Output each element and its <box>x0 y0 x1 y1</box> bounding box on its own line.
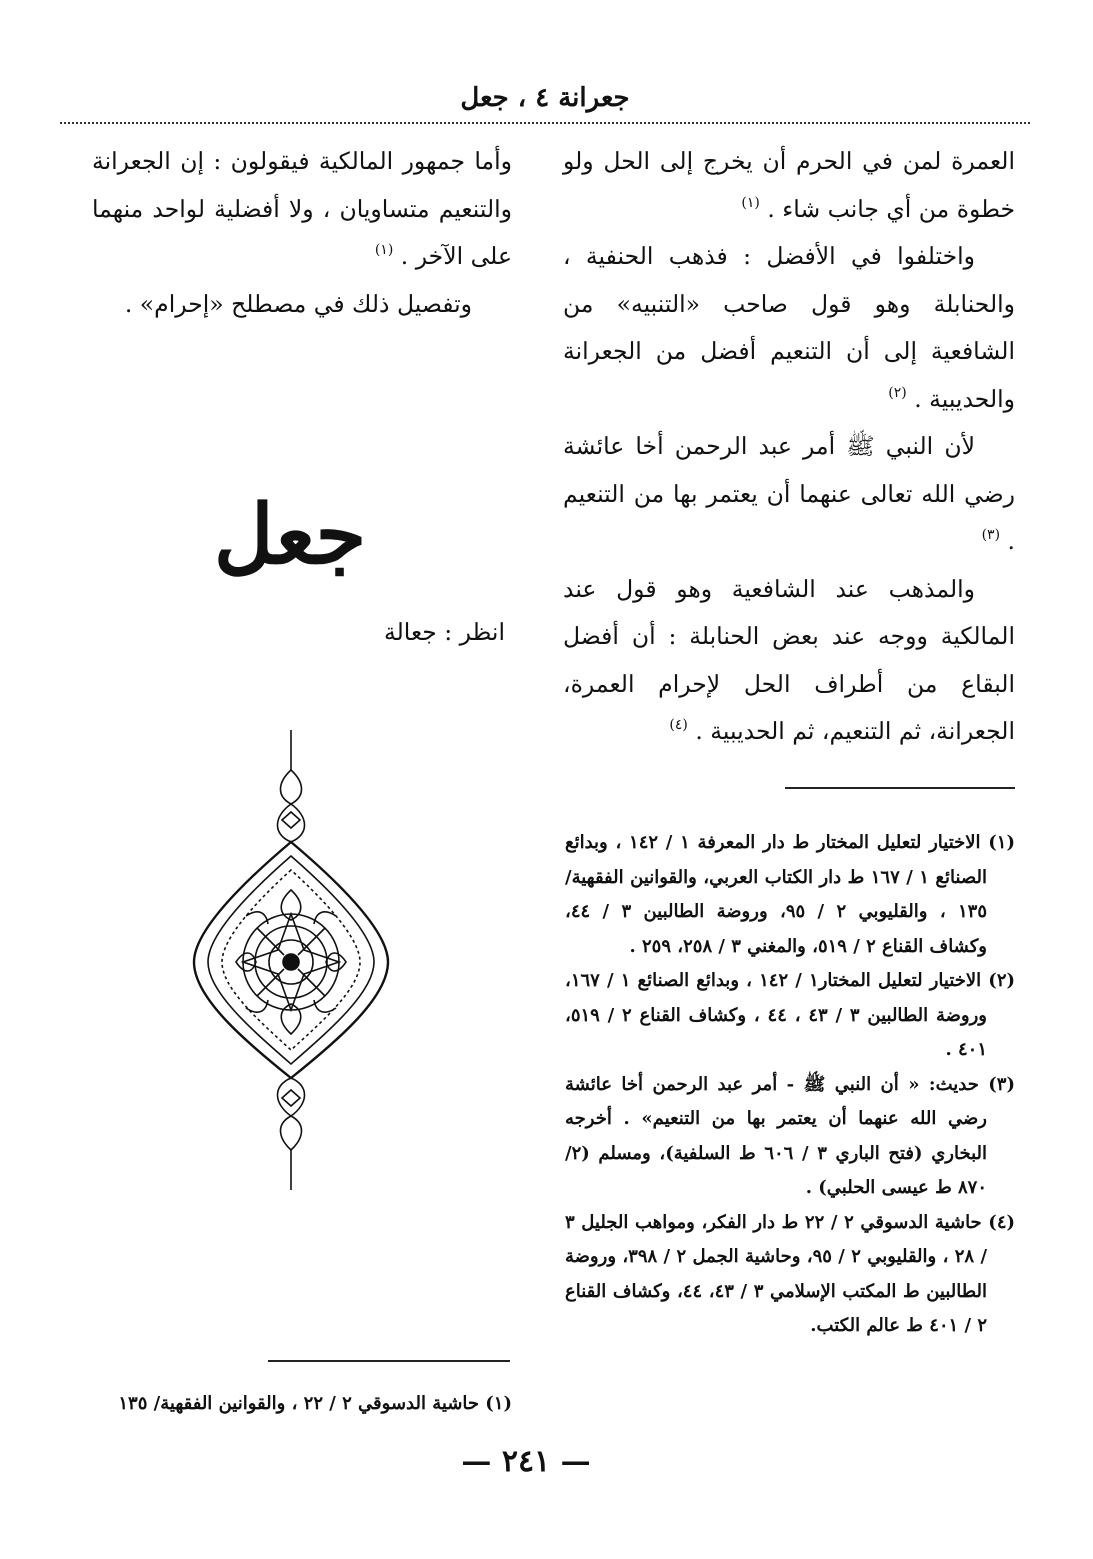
left-column <box>92 138 512 328</box>
paragraph <box>563 566 1015 756</box>
footnote-separator <box>268 1360 510 1362</box>
page-number: — ٢٤١ — <box>461 1444 591 1479</box>
right-column <box>563 138 1015 756</box>
paragraph-text: واختلفوا في الأفضل : فذهب الحنفية ، والحنابلة وهو قول صاحب «التنبيه» من الشافعية إلى أن التنعيم أفضل من الجعرانة والحديبية . <box>563 242 1015 413</box>
entry-title: جعل <box>213 487 367 583</box>
page-header <box>60 78 1030 124</box>
footnote-ref: (٤) <box>669 717 688 733</box>
paragraph: وتفصيل ذلك في مصطلح «إحرام» . <box>124 289 472 318</box>
footnote-ref: (١) <box>741 194 760 211</box>
footnote: (١) حاشية الدسوقي ٢ / ٢٢ ، والقوانين الفقهية/ ١٣٥ <box>118 1393 512 1414</box>
paragraph <box>563 138 1015 233</box>
footnote: (٢) الاختيار لتعليل المختار١ / ١٤٢ ، وبدائع الصنائع ١ / ١٦٧، وروضة الطالبين ٣ / ٤٣ ، ٤٤ ، وكشاف القناع ٢ / ٥١٩، ٤٠١ . <box>565 970 1016 1060</box>
paragraph-text: العمرة لمن في الحرم أن يخرج إلى الحل ولو خطوة من أي جانب شاء . <box>563 147 1015 223</box>
footnotes-right <box>565 826 1015 1344</box>
footnote-ref: (٣) <box>981 527 1001 543</box>
paragraph-text: والمذهب عند الشافعية وهو قول عند المالكية ووجه عند بعض الحنابلة : أن أفضل البقاع من أطراف الحل لإحرام العمرة، الجعرانة، ثم التنعيم، ثم الحديبية . <box>563 574 1015 745</box>
footnote: (٤) حاشية الدسوقي ٢ / ٢٢ ط دار الفكر، ومواهب الجليل ٣ / ٢٨ ، والقليوبي ٢ / ٩٥، وحاشية الجمل ٢ / ٣٩٨، وروضة الطالبين ط المكتب الإسلامي ٣ / ٤٣، ٤٤، وكشاف القناع ٢ / ٤٠١ ط عالم الكتب. <box>565 1211 1016 1336</box>
paragraph-text: لأن النبي ﷺ أمر عبد الرحمن أخا عائشة رضي الله تعالى عنهما أن يعتمر بها من التنعيم . <box>563 432 1015 555</box>
floral-ornament-icon <box>186 730 396 1190</box>
running-title: جعرانة ٤ ، جعل <box>460 83 630 113</box>
footnote-separator <box>785 787 1015 789</box>
footnote-ref: (٢) <box>888 384 907 401</box>
footnote: (١) الاختيار لتعليل المختار ط دار المعرفة ١ / ١٤٢ ، وبدائع الصنائع ١ / ١٦٧ ط دار الكتاب العربي، والقوانين الفقهية/ ١٣٥ ، والقليوبي ٢ / ٩٥، وروضة الطالبين ٣ / ٤٤، وكشاف القناع ٢ / ٥١٩، والمغني ٣ / ٢٥٨، ٢٥٩ . <box>565 832 1015 957</box>
paragraph <box>563 233 1015 423</box>
paragraph-text: وأما جمهور المالكية فيقولون : إن الجعرانة والتنعيم متساويان ، ولا أفضلية لواحد منهما على الآخر . <box>92 147 512 270</box>
see-also-reference: انظر : جعالة <box>384 618 505 646</box>
paragraph <box>92 138 512 281</box>
footnote: (٣) حديث: « أن النبي ﷺ - أمر عبد الرحمن أخا عائشة رضي الله عنهما أن يعتمر بها من التنعيم» . أخرجه البخاري (فتح الباري ٣ / ٦٠٦ ط السلفية)، ومسلم (٢/ ٨٧٠ ط عيسى الحلبي) . <box>565 1073 1015 1198</box>
paragraph <box>563 423 1015 566</box>
footnote-ref: (١) <box>374 242 394 258</box>
